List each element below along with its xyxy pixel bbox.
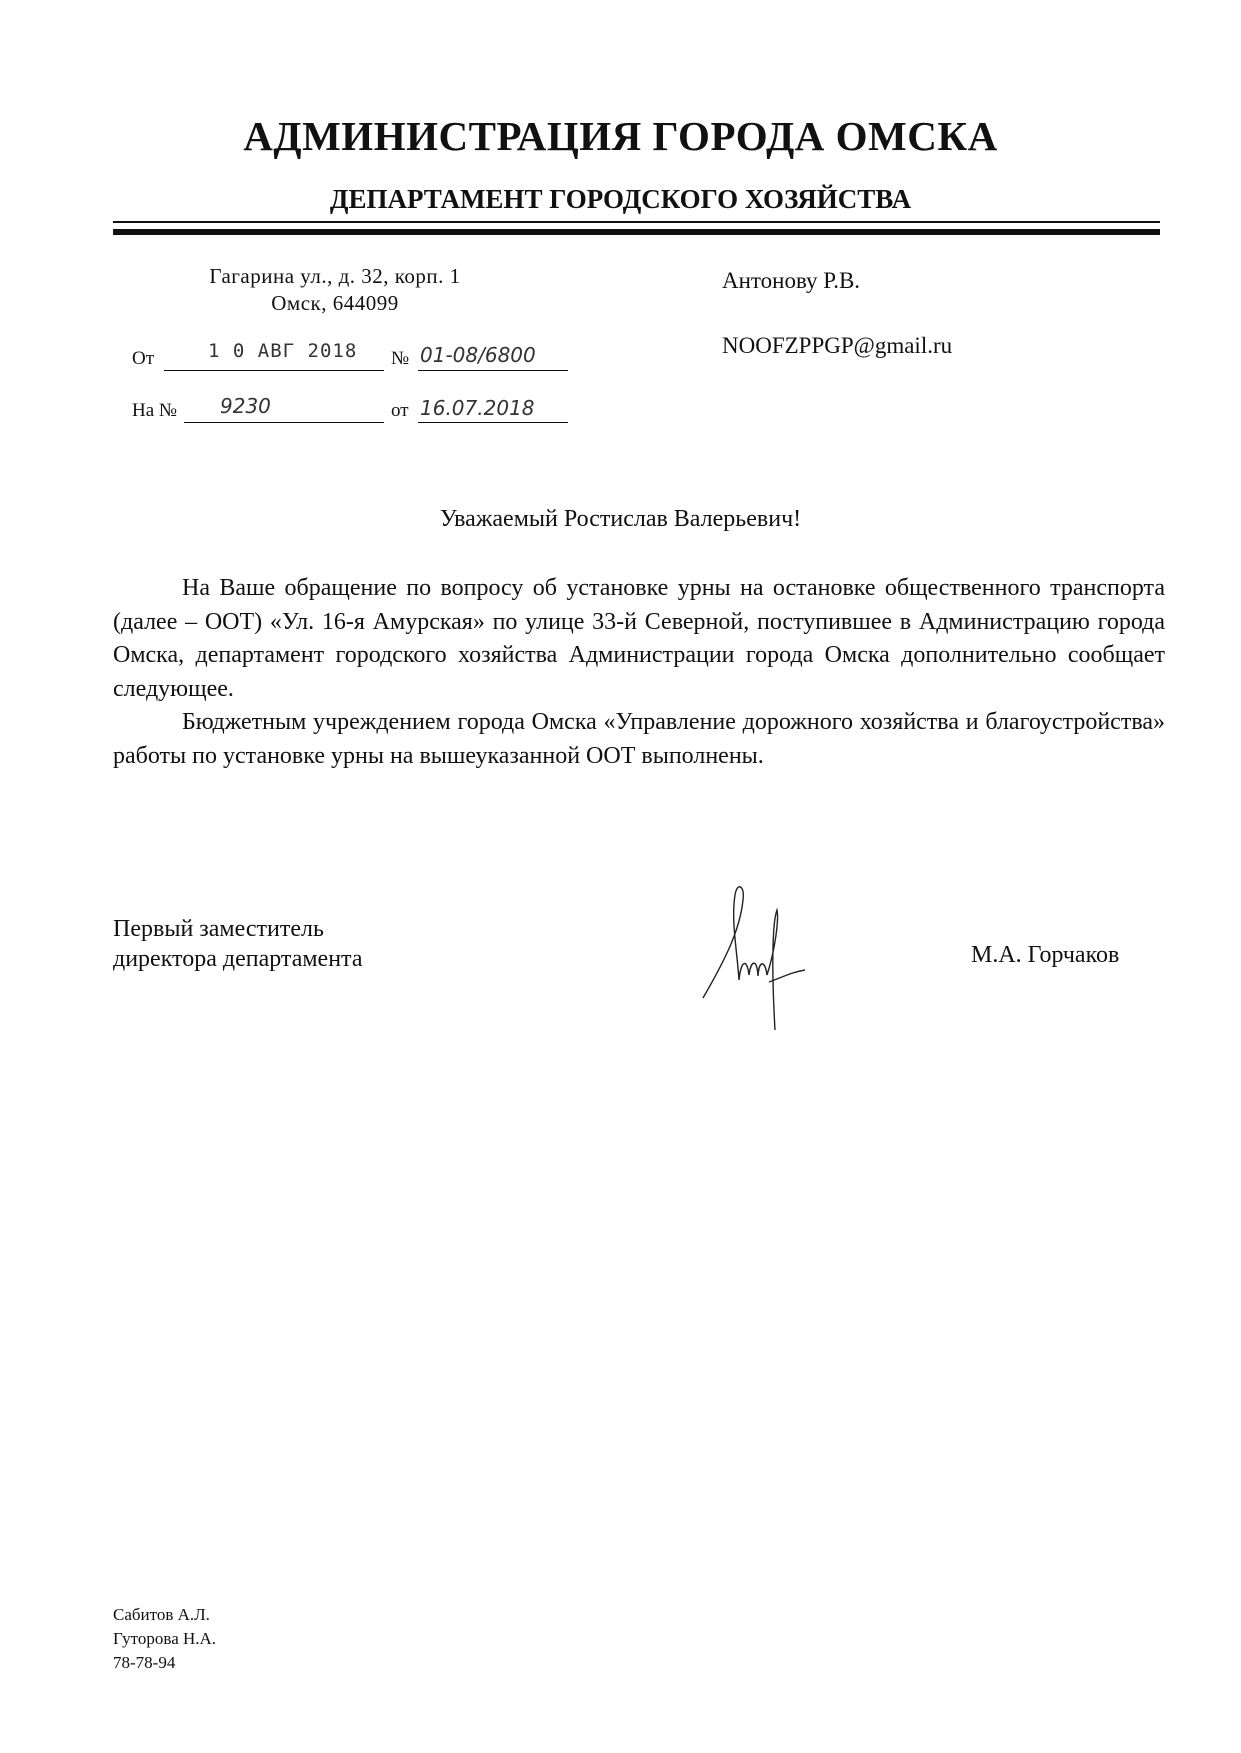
address-line-1: Гагарина ул., д. 32, корп. 1 (209, 264, 461, 288)
organization-title: АДМИНИСТРАЦИЯ ГОРОДА ОМСКА (243, 113, 998, 159)
signatory-position (113, 914, 362, 974)
paragraph-2: Бюджетным учреждением города Омска «Управление дорожного хозяйства и благоустройства» работы по установке урны на вышеуказанной ООТ выполнены. (113, 709, 1165, 769)
from-label: От (132, 348, 155, 369)
executor-info (113, 1603, 216, 1675)
number-label: № (391, 348, 410, 369)
outgoing-number: 01-08/6800 (420, 343, 536, 367)
header-divider-thick (113, 229, 1160, 235)
handwritten-signature (695, 880, 845, 1040)
header-divider-thin (113, 221, 1160, 223)
position-line-1: Первый заместитель (113, 916, 324, 942)
signatory-name: М.А. Горчаков (971, 942, 1120, 968)
department-title: ДЕПАРТАМЕНТ ГОРОДСКОГО ХОЗЯЙСТВА (329, 184, 912, 214)
number-underline (418, 369, 568, 371)
letter-body (113, 572, 1165, 773)
reply-number: 9230 (220, 394, 271, 418)
executor-2: Гуторова Н.А. (113, 1629, 217, 1648)
sender-address (150, 263, 520, 317)
address-line-2: Омск, 644099 (271, 291, 399, 315)
paragraph-1: На Ваше обращение по вопросу об установке урны на остановке общественного транспорта (далее – ООТ) «Ул. 16-я Амурская» по улице 33-й Северной, поступившее в Администрацию города Омска, департамент городского хозяйства Администрации города Омска дополнительно сообщает следующее. (113, 575, 1165, 702)
reply-date: 16.07.2018 (420, 396, 535, 420)
reply-number-underline (184, 421, 384, 423)
date-stamp: 1 0 АВГ 2018 (208, 340, 358, 362)
position-line-2: директора департамента (113, 946, 363, 972)
reply-label: На № (132, 400, 178, 421)
executor-phone: 78-78-94 (113, 1653, 176, 1672)
date-underline (164, 369, 384, 371)
greeting: Уважаемый Ростислав Валерьевич! (439, 506, 802, 532)
recipient-email: NOOFZPPGP@gmail.ru (722, 333, 953, 358)
reply-date-label: от (391, 400, 409, 421)
recipient-name: Антонову Р.В. (722, 268, 861, 293)
reply-date-underline (418, 421, 568, 423)
executor-1: Сабитов А.Л. (113, 1605, 210, 1624)
